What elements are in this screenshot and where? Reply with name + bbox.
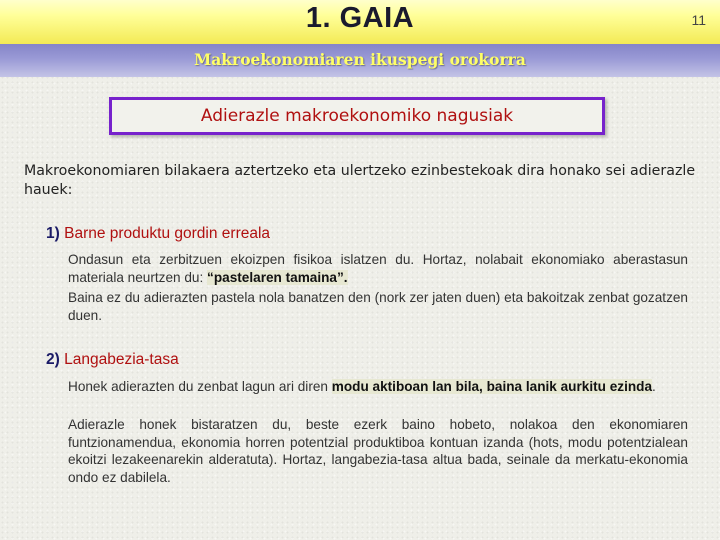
slide-title: 1. GAIA [305,2,415,34]
section-number: 1) [46,225,60,242]
section-1-paragraph-1 [68,251,688,286]
paragraph-text: Ondasun eta zerbitzuen ekoizpen fisikoa islatzen du. Hortaz, nolabait ekonomiako aberastasun materiala neurtzen du: [68,252,688,285]
section-title: Barne produktu gordin erreala [64,225,271,242]
topic-box-title: Adierazle makroekonomiko nagusiak [200,106,514,126]
paragraph-text: . [652,379,656,394]
section-title: Langabezia-tasa [64,351,179,368]
highlight-text: “pastelaren tamaina”. [207,269,348,285]
section-1-paragraph-2: Baina ez du adierazten pastela nola banatzen den (nork zer jaten duen) eta bakoitzak zenbat gozatzen duen. [68,290,688,323]
section-heading-1 [46,225,270,243]
paragraph-text: Honek adierazten du zenbat lagun ari diren [68,379,332,394]
section-heading-2 [46,351,179,369]
highlight-text: modu aktiboan lan bila, baina lanik aurkitu ezinda [331,379,653,394]
section-2-paragraph-1 [68,378,688,396]
topic-box [109,97,605,135]
intro-text: Makroekonomiaren bilakaera aztertzeko eta ulertzeko ezinbestekoak dira honako sei adierazle hauek: [24,163,696,198]
page-number: 11 [691,12,706,28]
section-number: 2) [46,351,60,368]
section-2-paragraph-2: Adierazle honek bistaratzen du, beste ezerk baino hobeto, nolakoa den ekonomiaren funtzionamendua, ekonomia horren potentzial produktiboa kontuan izanda (hots, modu potentzialean ekoitzi lezakeenarekin alderatuta). Hortaz, langabezia-tasa altua bada, seinale da merkatu-ekonomia ondo ez dabilela. [68,417,688,485]
slide-subtitle: Makroekonomiaren ikuspegi orokorra [194,50,526,69]
